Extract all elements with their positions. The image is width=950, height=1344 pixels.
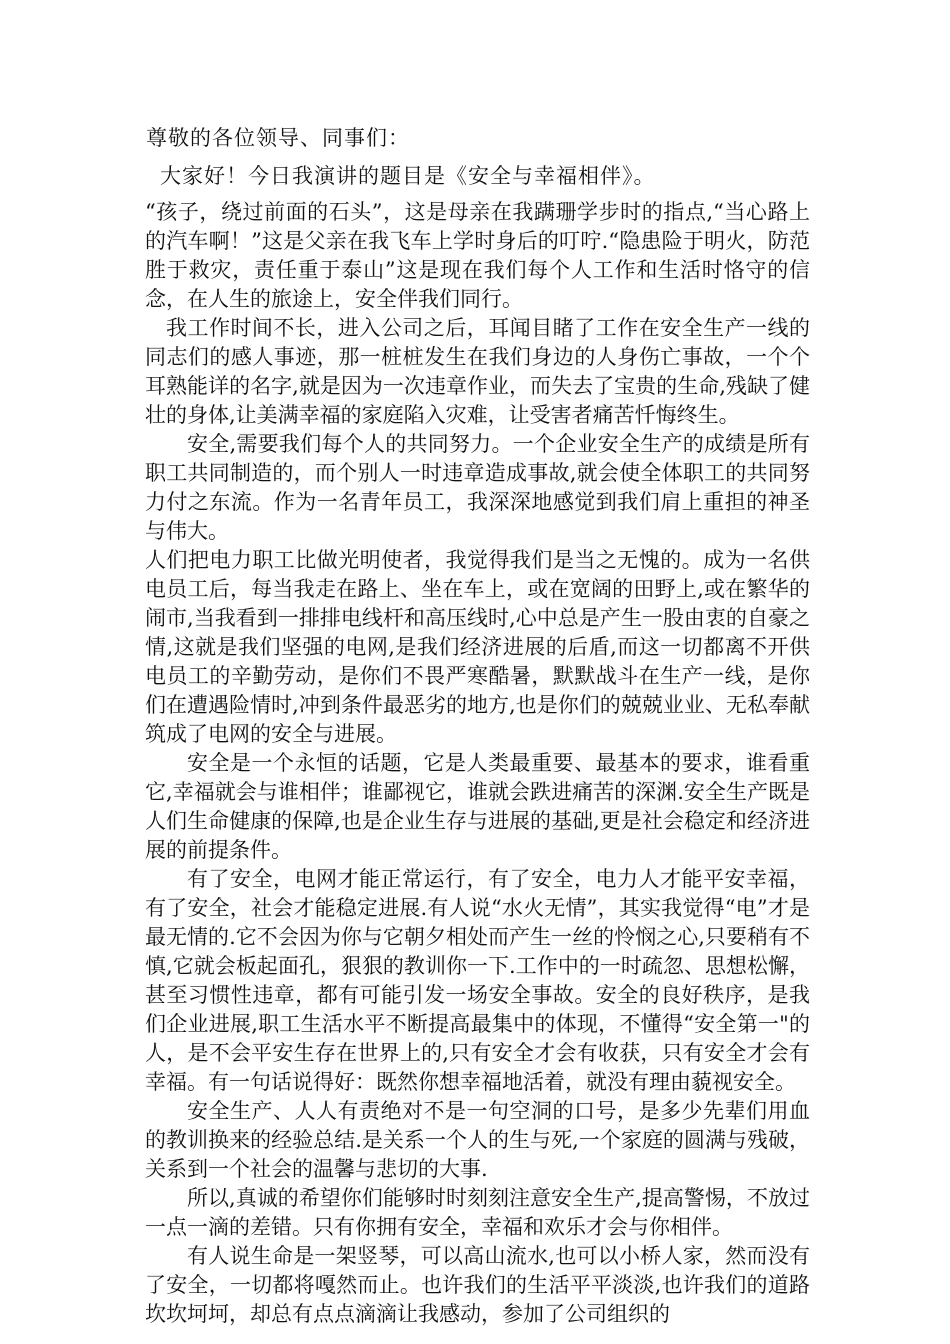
paragraph-1: “孩子，绕过前面的石头”，这是母亲在我蹒珊学步时的指点,“当心路上的汽车啊！”这是父亲在我飞车上学时身后的叮咛.“隐患险于明火，防范胜于救灾，责任重于泰山”这是现在我们每个人工作和生活时恪守的信念，在人生的旅途上，安全伴我们同行。 <box>145 200 810 311</box>
greeting: 大家好！今日我演讲的题目是《安全与幸福相伴》。 <box>160 164 656 188</box>
paragraph-3: 安全,需要我们每个人的共同努力。一个企业安全生产的成绩是所有职工共同制造的，而个别人一时违章造成事故,就会使全体职工的共同努力付之东流。作为一名青年员工，我深深地感觉到我们肩上重担的神圣与伟大。 <box>145 432 810 543</box>
paragraph-6: 有了安全，电网才能正常运行，有了安全，电力人才能平安幸福，有了安全，社会才能稳定进展.有人说“水火无情”，其实我觉得“电”才是最无情的.它不会因为你与它朝夕相处而产生一丝的怜悯之心,只要稍有不慎,它就会板起面孔，狠狠的教训你一下.工作中的一时疏忽、思想松懈，甚至习惯性违章，都有可能引发一场安全事故。安全的良好秩序，是我们企业进展,职工生活水平不断提高最集中的体现，不懂得“安全第一"的人，是不会平安生存在世界上的,只有安全才会有收获，只有安全才会有幸福。有一句话说得好：既然你想幸福地活着，就没有理由藐视安全。 <box>145 867 810 1094</box>
paragraph-2: 我工作时间不长，进入公司之后，耳闻目睹了工作在安全生产一线的同志们的感人事迹，那一桩桩发生在我们身边的人身伤亡事故，一个个耳熟能详的名字,就是因为一次违章作业，而失去了宝贵的生命,残缺了健壮的身体,让美满幸福的家庭陷入灾难，让受害者痛苦忏悔终生。 <box>145 316 810 427</box>
paragraph-4: 人们把电力职工比做光明使者，我觉得我们是当之无愧的。成为一名供电员工后，每当我走在路上、坐在车上，或在宽阔的田野上,或在繁华的闹市,当我看到一排排电线杆和高压线时,心中总是产生一股由衷的自豪之情,这就是我们坚强的电网,是我们经济进展的后盾,而这一切都离不开供电员工的辛勤劳动，是你们不畏严寒酷暑，默默战斗在生产一线，是你们在遭遇险情时,冲到条件最恶劣的地方,也是你们的兢兢业业、无私奉献筑成了电网的安全与进展。 <box>145 548 810 746</box>
paragraph-7: 安全生产、人人有责绝对不是一句空洞的口号，是多少先辈们用血的教训换来的经验总结.是关系一个人的生与死,一个家庭的圆满与残破，关系到一个社会的温馨与悲切的大事. <box>145 1099 810 1181</box>
paragraph-8: 所以,真诚的希望你们能够时时刻刻注意安全生产,提高警惕，不放过一点一滴的差错。只有你拥有安全，幸福和欢乐才会与你相伴。 <box>145 1186 810 1239</box>
paragraph-5: 安全是一个永恒的话题，它是人类最重要、最基本的要求，谁看重它,幸福就会与谁相伴；谁鄙视它，谁就会跌进痛苦的深渊.安全生产既是人们生命健康的保障,也是企业生存与进展的基础,更是社会稳定和经济进展的前提条件。 <box>145 751 810 862</box>
paragraph-9: 有人说生命是一架竖琴，可以高山流水,也可以小桥人家，然而没有了安全，一切都将嘎然而止。也许我们的生活平平淡淡,也许我们的道路坎坎坷坷，却总有点点滴滴让我感动，参加了公司组织的 <box>145 1244 810 1326</box>
salutation: 尊敬的各位领导、同事们： <box>146 126 410 150</box>
speech-body <box>145 198 810 1329</box>
